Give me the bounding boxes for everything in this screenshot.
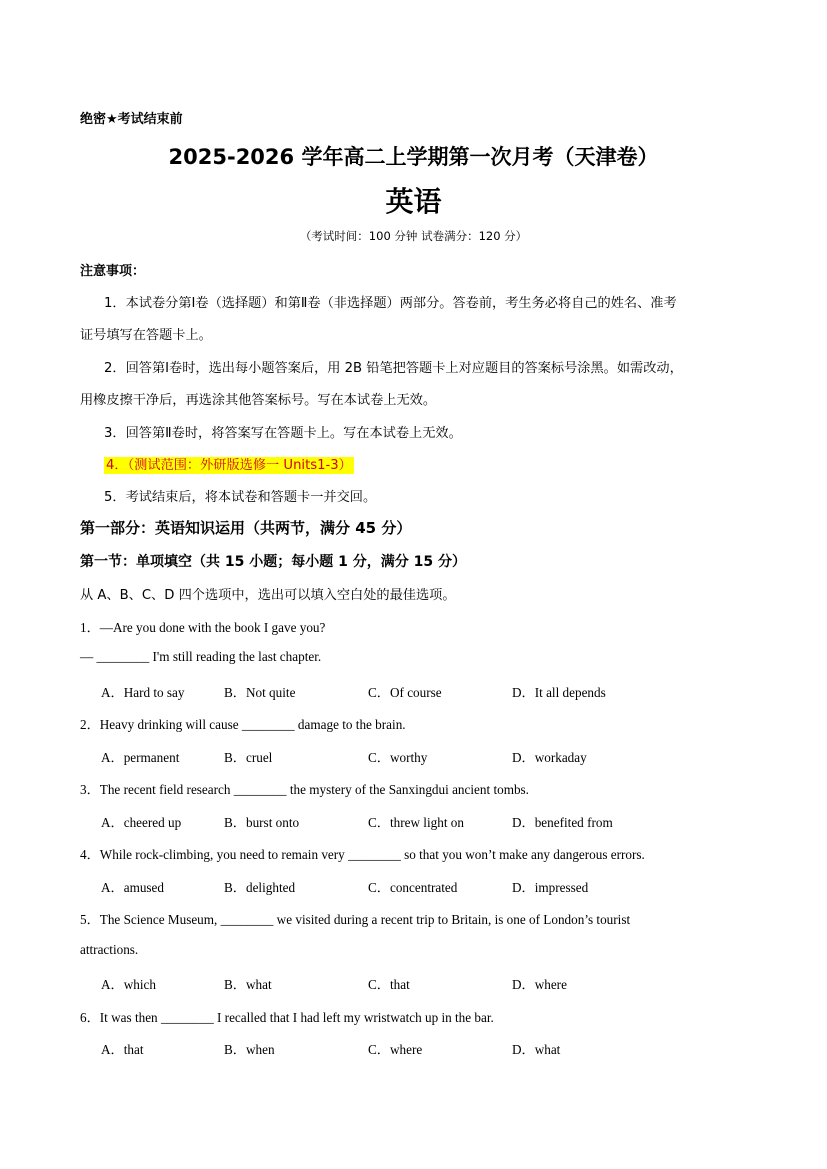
question-2-option-d[interactable]: D．workaday bbox=[512, 750, 587, 765]
notice-item-4-highlighted: 4．（测试范围：外研版选修一 Units1-3） bbox=[106, 458, 352, 473]
question-3-stem: 3．The recent field research ________ the mystery of the Sanxingdui ancient tombs. bbox=[80, 782, 529, 797]
question-3-option-b[interactable]: B．burst onto bbox=[224, 815, 300, 830]
question-6-option-c[interactable]: C．where bbox=[368, 1042, 423, 1057]
question-1-option-d[interactable]: D．It all depends bbox=[512, 685, 606, 700]
question-5-option-b[interactable]: B．what bbox=[224, 977, 272, 992]
confidential-label: 绝密★考试结束前 bbox=[80, 112, 183, 127]
section-instruction: 从 A、B、C、D 四个选项中，选出可以填入空白处的最佳选项。 bbox=[80, 588, 456, 603]
question-6-option-b[interactable]: B．when bbox=[224, 1042, 275, 1057]
question-4-stem: 4．While rock-climbing, you need to remain very ________ so that you won’t make any dangerous errors. bbox=[80, 847, 645, 862]
question-6-option-a[interactable]: A．that bbox=[101, 1042, 144, 1057]
question-1-option-b[interactable]: B．Not quite bbox=[224, 685, 296, 700]
question-1-stem-line-1: 1．—Are you done with the book I gave you? bbox=[80, 620, 326, 635]
section-1-title: 第一节：单项填空（共 15 小题；每小题 1 分，满分 15 分） bbox=[80, 554, 466, 570]
question-2-option-b[interactable]: B．cruel bbox=[224, 750, 273, 765]
question-1-option-c[interactable]: C．Of course bbox=[368, 685, 442, 700]
question-3-option-d[interactable]: D．benefited from bbox=[512, 815, 613, 830]
notices-heading: 注意事项： bbox=[80, 264, 146, 279]
question-5-stem-line-1: 5．The Science Museum, ________ we visited during a recent trip to Britain, is one of London’s tourist bbox=[80, 912, 631, 927]
question-5-option-c[interactable]: C．that bbox=[368, 977, 410, 992]
question-4-option-d[interactable]: D．impressed bbox=[512, 880, 589, 895]
question-4-option-a[interactable]: A．amused bbox=[101, 880, 164, 895]
notice-item-5: 5．考试结束后，将本试卷和答题卡一并交回。 bbox=[104, 490, 377, 505]
notice-item-3: 3．回答第Ⅱ卷时，将答案写在答题卡上。写在本试卷上无效。 bbox=[104, 426, 462, 441]
notice-item-2-line-1: 2．回答第Ⅰ卷时，选出每小题答案后，用 2B 铅笔把答题卡上对应题目的答案标号涂黑。如需改动， bbox=[104, 361, 683, 376]
question-1-option-a[interactable]: A．Hard to say bbox=[101, 685, 185, 700]
question-4-option-b[interactable]: B．delighted bbox=[224, 880, 296, 895]
question-5-option-a[interactable]: A．which bbox=[101, 977, 156, 992]
question-6-stem: 6．It was then ________ I recalled that I had left my wristwatch up in the bar. bbox=[80, 1010, 494, 1025]
subject-title: 英语 bbox=[385, 185, 442, 218]
question-4-option-c[interactable]: C．concentrated bbox=[368, 880, 458, 895]
exam-title: 2025-2026 学年高二上学期第一次月考（天津卷） bbox=[168, 145, 659, 169]
part-1-title: 第一部分：英语知识运用（共两节，满分 45 分） bbox=[80, 519, 412, 537]
notice-item-1-line-1: 1．本试卷分第Ⅰ卷（选择题）和第Ⅱ卷（非选择题）两部分。答卷前，考生务必将自己的姓名、准考 bbox=[104, 296, 677, 311]
question-3-option-c[interactable]: C．threw light on bbox=[368, 815, 464, 830]
notice-item-1-line-2: 证号填写在答题卡上。 bbox=[80, 328, 212, 343]
question-5-option-d[interactable]: D．where bbox=[512, 977, 567, 992]
question-2-option-c[interactable]: C．worthy bbox=[368, 750, 428, 765]
notice-item-2-line-2: 用橡皮擦干净后，再选涂其他答案标号。写在本试卷上无效。 bbox=[80, 393, 437, 408]
exam-info: （考试时间：100 分钟 试卷满分：120 分） bbox=[299, 229, 528, 243]
question-6-option-d[interactable]: D．what bbox=[512, 1042, 561, 1057]
question-1-stem-line-2: — ________ I'm still reading the last chapter. bbox=[80, 649, 322, 664]
question-2-stem: 2．Heavy drinking will cause ________ damage to the brain. bbox=[80, 717, 406, 732]
question-5-stem-line-2: attractions. bbox=[80, 942, 139, 957]
question-3-option-a[interactable]: A．cheered up bbox=[101, 815, 182, 830]
question-2-option-a[interactable]: A．permanent bbox=[101, 750, 180, 765]
